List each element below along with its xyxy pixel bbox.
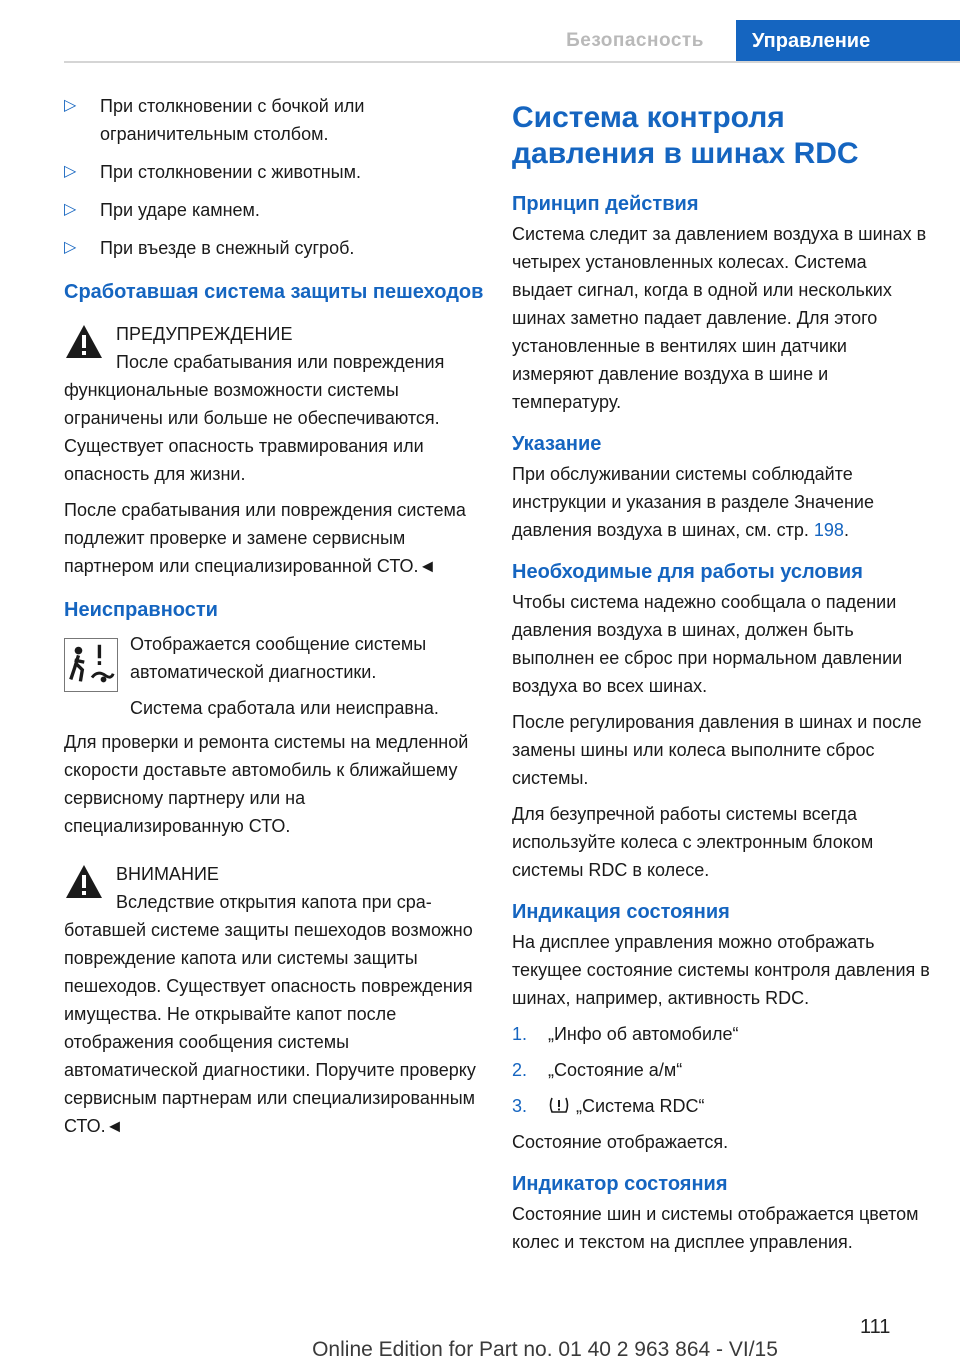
warning-title: ПРЕДУПРЕЖДЕНИЕ <box>116 324 293 344</box>
paragraph: Для проверки и ремонта системы на медленной скорости доставьте автомобиль к ближайшему сервисному партнеру или на специализированную СТО. <box>64 732 469 836</box>
status-heading: Индикация состояния <box>512 901 730 923</box>
paragraph: Для безупречной работы системы всегда используйте колеса с электронным блоком системы RDC в колесе. <box>512 804 874 880</box>
warning-block <box>64 320 484 488</box>
triangle-bullet-icon: ▷ <box>64 97 77 114</box>
paragraph: Система следит за давлением воздуха в шинах в четырех установленных колесах. Система выдает сигнал, когда в одной или нескольких шинах заметно падает давление. Для этого установленные в вентилях шин датчики измеряют давление воздуха в шине и температуру. <box>512 224 927 412</box>
list-item: ▷ При ударе камнем. <box>64 196 484 224</box>
faults-heading: Неисправности <box>64 599 218 621</box>
tire-warning-icon <box>548 1095 570 1115</box>
paragraph: На дисплее управления можно отображать текущее состояние системы контроля давления в шинах, например, активность RDC. <box>512 932 930 1008</box>
section-tab-safety: Безопасность <box>566 30 704 51</box>
paragraph: Состояние отображается. <box>512 1132 729 1152</box>
caution-body: ботавшей системе защиты пешеходов возможно повреждение капота или системы защиты пешеходов. Существует опасность повреждения имущества. Не открывайте капот после отображения сообщения системы автоматической диагностики. Поручите проверку сервисным партнерам или специализированным СТО.◄ <box>64 920 476 1136</box>
note-paragraph: При обслуживании системы соблюдайте инструкции и указания в разделе Значение давления воздуха в шинах, см. стр. 198. <box>512 464 874 540</box>
triangle-bullet-icon: ▷ <box>64 239 77 256</box>
page-link[interactable]: 198 <box>813 520 844 540</box>
triggered-heading: Сработавшая система защиты пешеходов <box>64 281 484 303</box>
bullet-list <box>64 92 484 262</box>
edition-footer: Online Edition for Part no. 01 40 2 963 864 - VI/15 <box>312 1338 778 1361</box>
list-item: ▷ При столкновении с бочкой или ограничительным столбом. <box>64 92 484 148</box>
warning-triangle-icon <box>64 322 104 362</box>
caution-first-line: Вследствие открытия капота при сра- <box>116 892 432 912</box>
fault-state: Система сработала или неисправна. <box>130 698 439 718</box>
section-tab-controls: Управление <box>736 20 960 62</box>
list-item: 1. „Инфо об автомобиле“ <box>512 1024 739 1044</box>
fault-message: Отображается сообщение системы автоматической диагностики. <box>130 634 427 682</box>
list-item: ▷ При въезде в снежный сугроб. <box>64 234 484 262</box>
right-column <box>512 100 932 1264</box>
fault-block <box>64 630 484 722</box>
indicator-heading: Индикатор состояния <box>512 1173 728 1195</box>
page-number: 111 <box>860 1316 891 1338</box>
paragraph: Состояние шин и системы отображается цветом колес и текстом на дисплее управления. <box>512 1204 919 1252</box>
warning-triangle-icon <box>64 862 104 902</box>
warning-first-line: После срабатывания или повреждения <box>116 352 445 372</box>
conditions-heading: Необходимые для работы условия <box>512 561 863 583</box>
note-heading: Указание <box>512 433 602 455</box>
header-divider <box>64 61 960 63</box>
list-item: 3. „Система RDC“ <box>512 1096 705 1116</box>
triangle-bullet-icon: ▷ <box>64 163 77 180</box>
paragraph: После регулирования давления в шинах и после замены шины или колеса выполните сброс системы. <box>512 712 922 788</box>
paragraph: После срабатывания или повреждения система подлежит проверке и замене сервисным партнером или специализированной СТО.◄ <box>64 500 466 576</box>
principle-heading: Принцип действия <box>512 193 699 215</box>
steps-list <box>512 1020 932 1120</box>
warning-body: функциональные возможности системы ограничены или больше не обеспечиваются. Существует опасность травмирования или опасность для жизни. <box>64 380 440 484</box>
left-column <box>64 92 484 1140</box>
triangle-bullet-icon: ▷ <box>64 201 77 218</box>
caution-title: ВНИМАНИЕ <box>116 864 219 884</box>
paragraph: Чтобы система надежно сообщала о падении давления воздуха в шинах, должен быть выполнен ее сброс при нормальном давлении воздуха во всех шинах. <box>512 592 903 696</box>
page-header <box>0 0 960 62</box>
list-item: ▷ При столкновении с животным. <box>64 158 484 186</box>
pedestrian-protection-icon <box>64 638 118 692</box>
caution-block <box>64 860 484 1140</box>
list-item: 2. „Состояние а/м“ <box>512 1060 683 1080</box>
section-title: Система контроля давления в шинах RDC <box>512 101 859 170</box>
